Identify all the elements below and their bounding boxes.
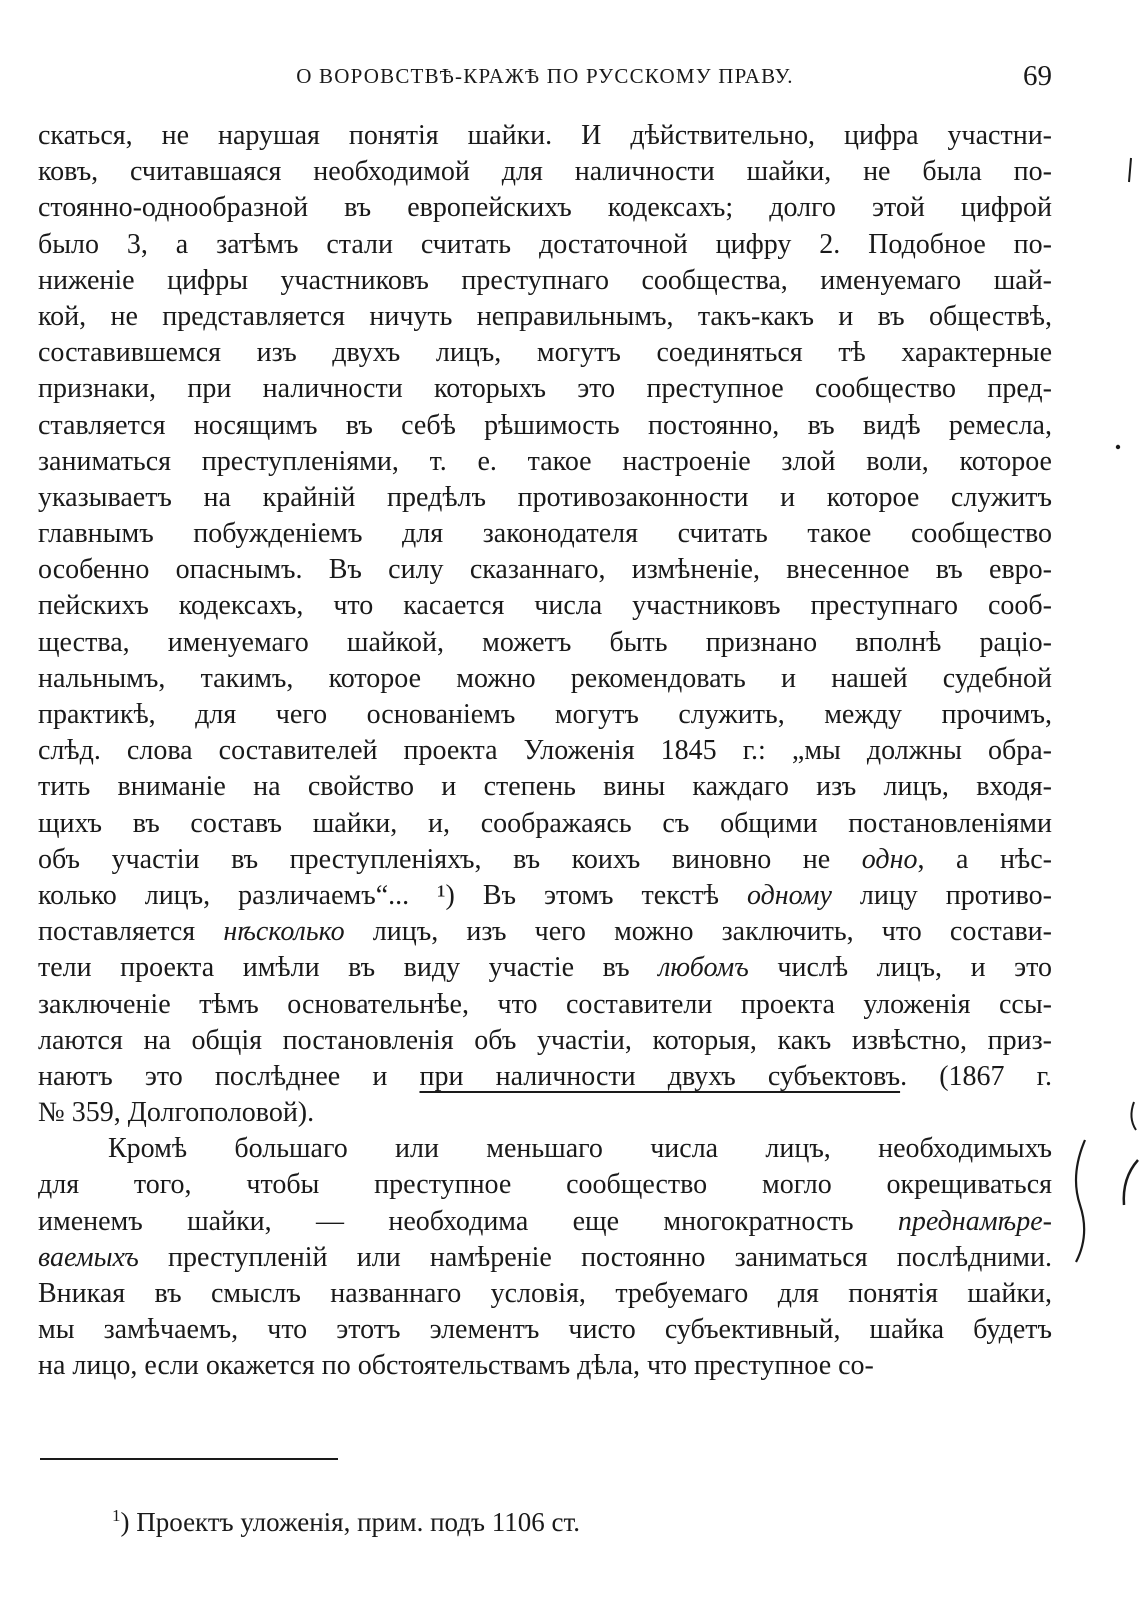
- text-line: [38, 1023, 1052, 1059]
- text-line: [38, 480, 1052, 516]
- footnote-marker: 1: [112, 1506, 121, 1525]
- italic-text: ваемыхъ: [38, 1241, 139, 1273]
- text-line: [38, 588, 1052, 624]
- text-line: [38, 516, 1052, 552]
- text-line: [38, 335, 1052, 371]
- text-line: [38, 1276, 1052, 1312]
- text-segment: стоянно-однообразной въ европейскихъ кодексахъ; долго этой цифрой: [38, 192, 1052, 224]
- text-segment: было 3, а затѣмъ стали считать достаточной цифру 2. Подобное по-: [38, 228, 1052, 260]
- italic-text: одному: [746, 879, 832, 911]
- running-title: О ВОРОВСТВѢ-КРАЖѢ ПО РУССКОМУ ПРАВУ.: [296, 64, 794, 88]
- page-number: 69: [1023, 60, 1052, 92]
- text-segment: Вникая въ смыслъ названнаго условія, требуемаго для понятія шайки,: [38, 1278, 1052, 1309]
- text-segment: щества, именуемаго шайкой, можетъ быть признано вполнѣ раціо-: [38, 626, 1052, 658]
- text-segment: признаки, при наличности которыхъ это преступное сообщество пред-: [38, 373, 1052, 405]
- text-line: [38, 118, 1052, 154]
- text-segment: тить вниманіе на свойство и степень вины каждаго изъ лицъ, входя-: [38, 771, 1052, 803]
- text-segment: поставляется: [38, 916, 224, 948]
- margin-tick-mark: [1129, 158, 1131, 182]
- text-line: [38, 878, 1052, 914]
- text-line: [38, 1204, 1052, 1240]
- text-line: [38, 697, 1052, 733]
- text-line: [38, 1059, 1052, 1095]
- text-segment: ниженіе цифры участниковъ преступнаго сообщества, именуемаго шай-: [38, 264, 1052, 296]
- text-line: [38, 842, 1052, 878]
- text-segment: главнымъ побужденіемъ для законодателя считать такое сообщество: [38, 518, 1052, 550]
- text-segment: скаться, не нарушая понятія шайки. И дѣйствительно, цифра участни-: [38, 120, 1052, 151]
- text-segment: кой, не представляется ничуть неправильнымъ, такъ-какъ и въ обществѣ,: [38, 300, 1052, 332]
- text-line: [38, 806, 1052, 842]
- text-line: [38, 552, 1052, 588]
- text-segment: № 359, Долгополовой).: [38, 1097, 315, 1129]
- text-segment: указываетъ на крайній предѣлъ противозаконности и которое служитъ: [38, 481, 1052, 513]
- text-segment: . (1867 г.: [900, 1060, 1052, 1092]
- italic-text: одно: [861, 843, 918, 875]
- text-segment: , а нѣс-: [917, 843, 1052, 875]
- text-line: [38, 914, 1052, 950]
- text-segment: лицу противо-: [831, 879, 1052, 911]
- italic-text: нѣсколько: [223, 916, 345, 948]
- text-segment: особенно опаснымъ. Въ силу сказаннаго, измѣненіе, внесенное въ евро-: [38, 554, 1052, 586]
- underlined-text: при наличности двухъ субъектовъ: [419, 1060, 901, 1092]
- text-segment: щихъ въ составъ шайки, и, соображаясь съ общими постановленіями: [38, 807, 1052, 839]
- footnote-separator: [40, 1458, 338, 1460]
- page-header: [38, 60, 1052, 100]
- text-line: [38, 227, 1052, 263]
- text-line: [38, 190, 1052, 226]
- ink-dot: [1116, 445, 1120, 449]
- text-segment: мы замѣчаемъ, что этотъ элементъ чисто субъективный, шайка будетъ: [38, 1314, 1052, 1346]
- text-segment: ставляется носящимъ въ себѣ рѣшимость постоянно, въ видѣ ремесла,: [38, 409, 1052, 441]
- margin-scribble-mark: [1131, 1102, 1136, 1130]
- italic-text: преднамѣре-: [897, 1205, 1052, 1237]
- text-segment: пейскихъ кодексахъ, что касается числа участниковъ преступнаго сооб-: [38, 590, 1052, 622]
- text-line: [38, 154, 1052, 190]
- text-line: [38, 1348, 1052, 1384]
- text-line: [38, 263, 1052, 299]
- text-line: [38, 987, 1052, 1023]
- text-segment: для того, чтобы преступное сообщество могло окрещиваться: [38, 1169, 1052, 1201]
- text-segment: составившемся изъ двухъ лицъ, могутъ соединяться тѣ характерные: [38, 337, 1052, 369]
- text-segment: лицъ, изъ чего можно заключить, что состави-: [344, 916, 1052, 948]
- italic-text: любомъ: [658, 952, 749, 984]
- text-segment: наютъ это послѣднее и: [38, 1060, 420, 1092]
- text-line: [38, 950, 1052, 986]
- text-segment: заключеніе тѣмъ основательнѣе, что составители проекта уложенія ссы-: [38, 988, 1052, 1020]
- text-line: [38, 444, 1052, 480]
- text-segment: лаются на общія постановленія объ участіи, которыя, какъ извѣстно, приз-: [38, 1024, 1052, 1056]
- text-segment: на лицо, если окажется по обстоятельствамъ дѣла, что преступное со-: [38, 1350, 874, 1382]
- margin-bracket-mark: [1124, 1160, 1138, 1205]
- text-line: [38, 1095, 1052, 1131]
- text-segment: тели проекта имѣли въ виду участіе въ: [38, 952, 659, 984]
- text-line: [38, 1312, 1052, 1348]
- text-segment: практикѣ, для чего основаніемъ могутъ служить, между прочимъ,: [38, 699, 1052, 730]
- text-line: [38, 1167, 1052, 1203]
- text-segment: преступленій или намѣреніе постоянно заниматься послѣдними.: [138, 1241, 1052, 1273]
- footnote: $^1$) Проектъ уложенія, прим. подъ 1106 ст.: [112, 1506, 580, 1537]
- text-line: [38, 661, 1052, 697]
- text-segment: объ участіи въ преступленіяхъ, въ коихъ виновно не: [38, 843, 862, 875]
- text-segment: слѣд. слова составителей проекта Уложенія 1845 г.: „мы должны обра-: [38, 735, 1052, 767]
- text-line: [38, 625, 1052, 661]
- text-segment: числѣ лицъ, и это: [748, 952, 1052, 984]
- text-line: [38, 299, 1052, 335]
- text-line: [38, 371, 1052, 407]
- text-line: [38, 1131, 1052, 1167]
- text-segment: Кромѣ большаго или меньшаго числа лицъ, необходимыхъ: [108, 1133, 1052, 1165]
- text-line: [38, 1240, 1052, 1276]
- text-line: [38, 733, 1052, 769]
- text-segment: именемъ шайки, — необходима еще многократность: [38, 1205, 898, 1237]
- text-segment: ковъ, считавшаяся необходимой для наличности шайки, не была по-: [38, 156, 1052, 188]
- text-segment: заниматься преступленіями, т. е. такое настроеніе злой воли, которое: [38, 445, 1052, 477]
- body-text: [38, 118, 1052, 1385]
- text-line: [38, 408, 1052, 444]
- text-segment: нальнымъ, такимъ, которое можно рекомендовать и нашей судебной: [38, 662, 1052, 694]
- margin-brace-mark: [1076, 1140, 1085, 1262]
- text-segment: колько лицъ, различаемъ“... ¹) Въ этомъ текстѣ: [38, 879, 747, 911]
- text-line: [38, 769, 1052, 805]
- footnote-text: Проектъ уложенія, прим. подъ 1106 ст.: [136, 1507, 580, 1537]
